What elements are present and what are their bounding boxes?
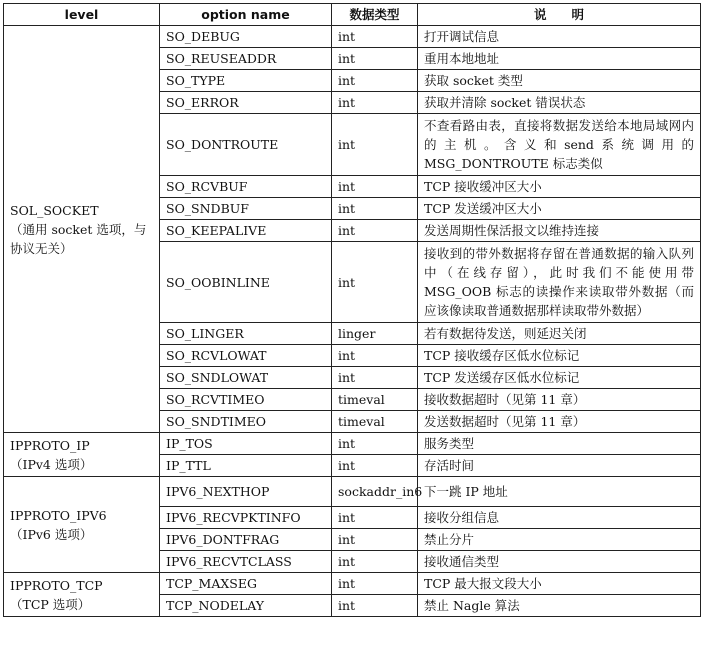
level-line: IPPROTO_IPV6 [10, 507, 107, 523]
option-name-cell: SO_TYPE [160, 70, 332, 92]
level-line: （IPv6 选项） [10, 526, 93, 542]
option-name-cell: SO_DEBUG [160, 26, 332, 48]
description-cell: 存活时间 [418, 455, 701, 477]
description-cell: 发送周期性保活报文以维持连接 [418, 220, 701, 242]
option-name-cell: SO_DONTROUTE [160, 114, 332, 176]
level-cell [4, 433, 160, 477]
data-type-cell: int [332, 242, 418, 323]
option-name-cell: SO_SNDLOWAT [160, 367, 332, 389]
data-type-cell: int [332, 573, 418, 595]
description-cell: 接收到的带外数据将存留在普通数据的输入队列中（在线存留），此时我们不能使用带 MSG_OOB 标志的读操作来读取带外数据（而应该像读取普通数据那样读取带外数据） [418, 242, 701, 323]
description-cell: TCP 最大报文段大小 [418, 573, 701, 595]
level-cell [4, 573, 160, 617]
data-type-cell: timeval [332, 389, 418, 411]
data-type-cell: int [332, 529, 418, 551]
level-line: （IPv4 选项） [10, 456, 93, 472]
description-cell: TCP 接收缓冲区大小 [418, 176, 701, 198]
header-option-name: option name [160, 4, 332, 26]
description-cell: 打开调试信息 [418, 26, 701, 48]
option-name-cell: SO_SNDTIMEO [160, 411, 332, 433]
table-body [4, 26, 701, 617]
level-cell [4, 26, 160, 433]
data-type-cell: int [332, 551, 418, 573]
option-name-cell: SO_OOBINLINE [160, 242, 332, 323]
data-type-cell: sockaddr_in6 [332, 477, 418, 507]
data-type-cell: int [332, 48, 418, 70]
data-type-cell: int [332, 92, 418, 114]
description-cell: TCP 发送缓冲区大小 [418, 198, 701, 220]
data-type-cell: linger [332, 323, 418, 345]
data-type-cell: int [332, 455, 418, 477]
table-row [4, 477, 701, 507]
option-name-cell: IP_TOS [160, 433, 332, 455]
description-cell: 若有数据待发送，则延迟关闭 [418, 323, 701, 345]
data-type-cell: int [332, 367, 418, 389]
table-row [4, 433, 701, 455]
description-cell: TCP 发送缓存区低水位标记 [418, 367, 701, 389]
description-cell: 获取 socket 类型 [418, 70, 701, 92]
description-cell: 重用本地地址 [418, 48, 701, 70]
option-name-cell: SO_ERROR [160, 92, 332, 114]
option-name-cell: SO_RCVTIMEO [160, 389, 332, 411]
description-cell: 发送数据超时（见第 11 章） [418, 411, 701, 433]
option-name-cell: TCP_NODELAY [160, 595, 332, 617]
option-name-cell: SO_KEEPALIVE [160, 220, 332, 242]
level-line: IPPROTO_IP [10, 437, 90, 453]
description-cell: 获取并清除 socket 错误状态 [418, 92, 701, 114]
description-cell: 服务类型 [418, 433, 701, 455]
level-line: （TCP 选项） [10, 596, 91, 612]
data-type-cell: int [332, 114, 418, 176]
level-line: SOL_SOCKET [10, 202, 99, 218]
option-name-cell: SO_SNDBUF [160, 198, 332, 220]
data-type-cell: int [332, 198, 418, 220]
data-type-cell: int [332, 70, 418, 92]
option-name-cell: SO_REUSEADDR [160, 48, 332, 70]
data-type-cell: int [332, 345, 418, 367]
data-type-cell: int [332, 220, 418, 242]
level-cell [4, 477, 160, 573]
description-cell: 下一跳 IP 地址 [418, 477, 701, 507]
table-row [4, 26, 701, 48]
description-cell: 接收分组信息 [418, 507, 701, 529]
header-data-type: 数据类型 [332, 4, 418, 26]
data-type-cell: int [332, 176, 418, 198]
level-line: 协议无关） [10, 240, 73, 256]
option-name-cell: SO_RCVLOWAT [160, 345, 332, 367]
table-row [4, 573, 701, 595]
description-cell: 禁止分片 [418, 529, 701, 551]
description-cell: 接收通信类型 [418, 551, 701, 573]
header-row [4, 4, 701, 26]
description-cell: TCP 接收缓存区低水位标记 [418, 345, 701, 367]
socket-options-table [3, 3, 701, 617]
option-name-cell: IPV6_DONTFRAG [160, 529, 332, 551]
level-line: （通用 socket 选项，与 [10, 221, 147, 237]
description-cell: 接收数据超时（见第 11 章） [418, 389, 701, 411]
header-level: level [4, 4, 160, 26]
option-name-cell: TCP_MAXSEG [160, 573, 332, 595]
option-name-cell: IPV6_RECVPKTINFO [160, 507, 332, 529]
data-type-cell: timeval [332, 411, 418, 433]
description-cell: 不查看路由表，直接将数据发送给本地局域网内的主机。含义和send系统调用的MSG_DONTROUTE 标志类似 [418, 114, 701, 176]
option-name-cell: IP_TTL [160, 455, 332, 477]
data-type-cell: int [332, 433, 418, 455]
option-name-cell: SO_RCVBUF [160, 176, 332, 198]
option-name-cell: IPV6_NEXTHOP [160, 477, 332, 507]
data-type-cell: int [332, 26, 418, 48]
data-type-cell: int [332, 595, 418, 617]
option-name-cell: SO_LINGER [160, 323, 332, 345]
level-line: IPPROTO_TCP [10, 577, 103, 593]
header-description: 说 明 [418, 4, 701, 26]
description-cell: 禁止 Nagle 算法 [418, 595, 701, 617]
data-type-cell: int [332, 507, 418, 529]
option-name-cell: IPV6_RECVTCLASS [160, 551, 332, 573]
